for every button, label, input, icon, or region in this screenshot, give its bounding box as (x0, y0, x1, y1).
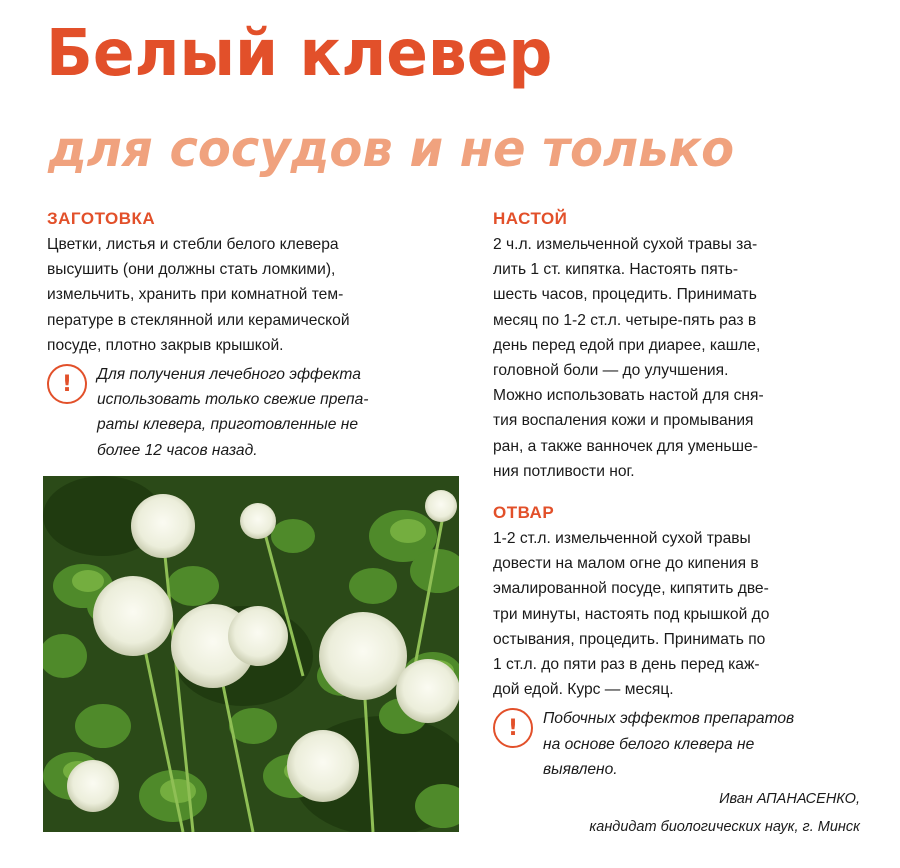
exclamation-icon: ! (493, 708, 533, 748)
author-signature (589, 785, 860, 841)
warning-note-fresh (47, 362, 467, 463)
section-title-decoction: ОТВАР (493, 503, 555, 523)
note-text-side-effects: Побочных эффектов препаратов на основе белого клевера не выявлено. (543, 710, 795, 778)
preparation-text: Цветки, листья и стебли белого клевера высушить (они должны стать ломкими), измельчить, хранить при комнатной тем- пературе в стеклянной или керамической посуде, плотно закрыв крышкой. (47, 236, 350, 354)
left-column (47, 208, 467, 463)
decoction-section (493, 502, 865, 702)
decoction-text: 1-2 ст.л. измельченной сухой травы довести на малом огне до кипения в эмалированной посуде, кипятить две- три минуты, настоять под крышкой до остывания, процедить. Принимать по 1 ст.л. до пяти раз в день перед каж- дой едой. Курс — месяц. (493, 530, 770, 699)
right-column (493, 208, 865, 782)
article-title: Белый клевер (46, 17, 553, 91)
clover-photo (43, 476, 459, 832)
note-text-fresh: Для получения лечебного эффекта использовать только свежие препа- раты клевера, приготовленные не более 12 часов назад. (97, 366, 369, 459)
clover-illustration (43, 476, 459, 832)
author-position: кандидат биологических наук, г. Минск (589, 819, 860, 835)
article-subtitle: для сосудов и не только (48, 120, 735, 178)
infusion-text: 2 ч.л. измельченной сухой травы за- лить 1 ст. кипятка. Настоять пять- шесть часов, процедить. Принимать месяц по 1-2 ст.л. четыре-пять раз в день перед едой при диарее, кашле, головной боли — до улучшения. Можно использовать настой для сня- тия воспаления кожи и промывания ран, а также ванночек для уменьше- ния потливости ног. (493, 236, 764, 480)
section-title-infusion: НАСТОЙ (493, 209, 568, 228)
section-title-preparation: ЗАГОТОВКА (47, 209, 156, 228)
exclamation-icon: ! (47, 364, 87, 404)
warning-note-side-effects (493, 706, 865, 782)
author-name: Иван АПАНАСЕНКО, (719, 791, 860, 807)
